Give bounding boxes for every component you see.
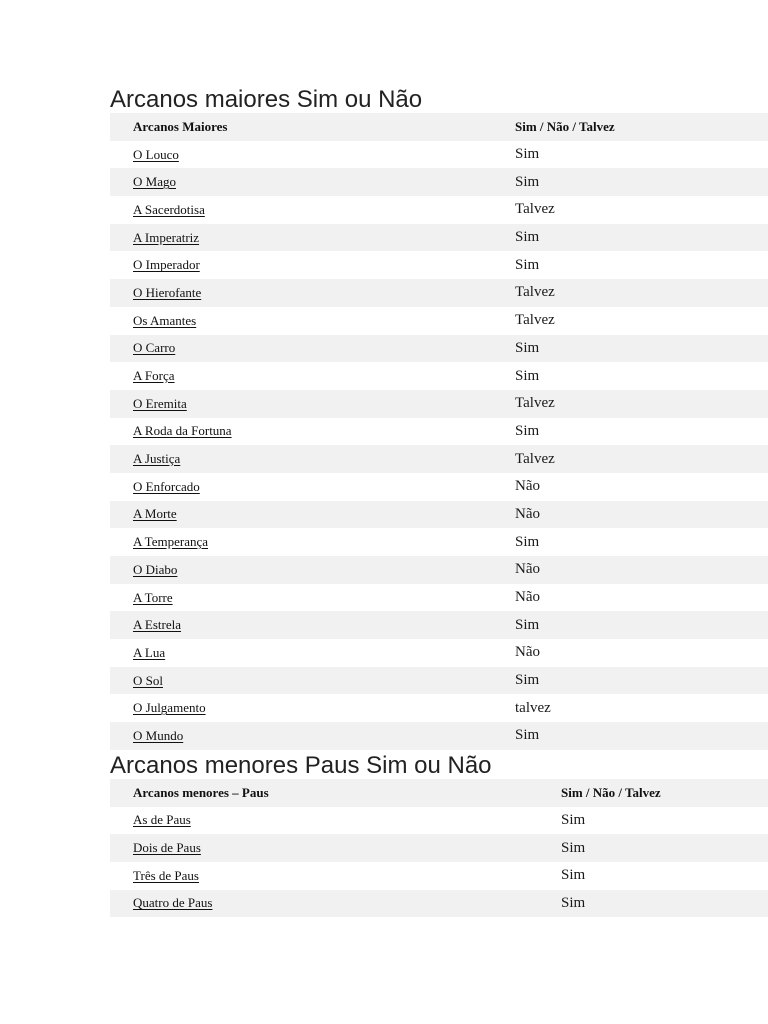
- card-link[interactable]: A Torre: [133, 589, 173, 605]
- table-row: [110, 473, 768, 501]
- answer-cell: Não: [515, 644, 540, 661]
- card-cell: [110, 473, 515, 501]
- table-header-row: [110, 113, 768, 141]
- card-cell: [110, 584, 515, 612]
- answer-cell: Sim: [561, 894, 586, 911]
- answer-cell: Talvez: [515, 201, 555, 218]
- answer-cell: Sim: [515, 339, 540, 356]
- table-row: [110, 418, 768, 446]
- card-link[interactable]: O Enforcado: [133, 478, 200, 494]
- answer-cell: Talvez: [515, 450, 555, 467]
- card-link[interactable]: A Lua: [133, 644, 166, 660]
- answer-cell: Sim: [515, 367, 540, 384]
- card-cell: [110, 445, 515, 473]
- card-cell: [110, 196, 515, 224]
- answer-cell: Sim: [515, 727, 540, 744]
- card-cell: [110, 307, 515, 335]
- document-page: [110, 84, 768, 917]
- table-row: [110, 890, 768, 918]
- table-row: [110, 834, 768, 862]
- card-cell: [110, 335, 515, 363]
- card-link[interactable]: A Temperança: [133, 534, 209, 550]
- card-cell: [110, 556, 515, 584]
- card-link[interactable]: A Justiça: [133, 451, 181, 467]
- card-link[interactable]: O Mago: [133, 174, 176, 190]
- table-row: [110, 501, 768, 529]
- card-link[interactable]: O Sol: [133, 672, 163, 688]
- card-cell: [110, 528, 515, 556]
- table-row: [110, 639, 768, 667]
- card-link[interactable]: Quatro de Paus: [133, 895, 213, 911]
- card-link[interactable]: Os Amantes: [133, 312, 197, 328]
- card-link[interactable]: O Eremita: [133, 395, 187, 411]
- card-link[interactable]: A Estrela: [133, 617, 182, 633]
- table-row: [110, 251, 768, 279]
- answer-cell: Talvez: [515, 312, 555, 329]
- answer-cell: talvez: [515, 699, 551, 716]
- card-cell: [110, 807, 561, 835]
- table-row: [110, 335, 768, 363]
- answer-cell: Sim: [515, 672, 540, 689]
- table-row: [110, 279, 768, 307]
- table-row: [110, 584, 768, 612]
- card-cell: [110, 362, 515, 390]
- table-row: [110, 667, 768, 695]
- table-row: [110, 362, 768, 390]
- table-row: [110, 168, 768, 196]
- card-cell: [110, 224, 515, 252]
- card-link[interactable]: O Mundo: [133, 727, 184, 743]
- card-cell: [110, 722, 515, 750]
- card-cell: [110, 168, 515, 196]
- answer-cell: Sim: [515, 256, 540, 273]
- answer-cell: Sim: [515, 229, 540, 246]
- answer-cell: Sim: [515, 173, 540, 190]
- answer-cell: Não: [515, 589, 540, 606]
- card-cell: [110, 279, 515, 307]
- card-cell: [110, 862, 561, 890]
- table-row: [110, 722, 768, 750]
- card-cell: [110, 611, 515, 639]
- card-cell: [110, 834, 561, 862]
- card-link[interactable]: O Hierofante: [133, 284, 202, 300]
- table-row: [110, 196, 768, 224]
- card-link[interactable]: Três de Paus: [133, 867, 199, 883]
- wands-table: [110, 779, 768, 917]
- table-row: [110, 528, 768, 556]
- answer-cell: Sim: [515, 533, 540, 550]
- card-link[interactable]: A Força: [133, 368, 175, 384]
- wands-title: Arcanos menores Paus Sim ou Não: [110, 751, 492, 779]
- answer-cell: Não: [515, 478, 540, 495]
- card-link[interactable]: A Imperatriz: [133, 229, 200, 245]
- answer-cell: Talvez: [515, 284, 555, 301]
- card-cell: [110, 667, 515, 695]
- card-cell: [110, 390, 515, 418]
- card-link[interactable]: O Imperador: [133, 257, 200, 273]
- table-row: [110, 862, 768, 890]
- card-cell: [110, 251, 515, 279]
- major-arcana-table: [110, 113, 768, 750]
- card-link[interactable]: A Morte: [133, 506, 177, 522]
- answer-cell: Sim: [561, 867, 586, 884]
- table-row: [110, 307, 768, 335]
- table-row: [110, 445, 768, 473]
- answer-cell: Não: [515, 561, 540, 578]
- column-header-card: Arcanos Maiores: [133, 118, 228, 134]
- answer-cell: Sim: [561, 839, 586, 856]
- card-cell: [110, 890, 561, 918]
- card-link[interactable]: Dois de Paus: [133, 840, 201, 856]
- column-header-answer: Sim / Não / Talvez: [515, 118, 615, 134]
- answer-cell: Sim: [561, 811, 586, 828]
- answer-cell: Sim: [515, 146, 540, 163]
- table-row: [110, 694, 768, 722]
- column-header-card: Arcanos menores – Paus: [133, 784, 269, 800]
- card-link[interactable]: A Sacerdotisa: [133, 201, 205, 217]
- table-row: [110, 556, 768, 584]
- table-row: [110, 224, 768, 252]
- table-row: [110, 141, 768, 169]
- table-row: [110, 390, 768, 418]
- answer-cell: Sim: [515, 422, 540, 439]
- table-row: [110, 807, 768, 835]
- card-link[interactable]: O Carro: [133, 340, 176, 356]
- table-row: [110, 611, 768, 639]
- card-link[interactable]: A Roda da Fortuna: [133, 423, 232, 439]
- card-link[interactable]: As de Paus: [133, 812, 191, 828]
- card-link[interactable]: O Julgamento: [133, 700, 206, 716]
- card-cell: [110, 501, 515, 529]
- table-header-row: [110, 779, 768, 807]
- card-cell: [110, 694, 515, 722]
- answer-cell: Talvez: [515, 395, 555, 412]
- card-link[interactable]: O Diabo: [133, 561, 178, 577]
- answer-cell: Não: [515, 505, 540, 522]
- answer-cell: Sim: [515, 616, 540, 633]
- column-header-answer: Sim / Não / Talvez: [561, 784, 661, 800]
- card-cell: [110, 418, 515, 446]
- card-link[interactable]: O Louco: [133, 146, 179, 162]
- major-arcana-title: Arcanos maiores Sim ou Não: [110, 86, 423, 113]
- card-cell: [110, 141, 515, 169]
- card-cell: [110, 639, 515, 667]
